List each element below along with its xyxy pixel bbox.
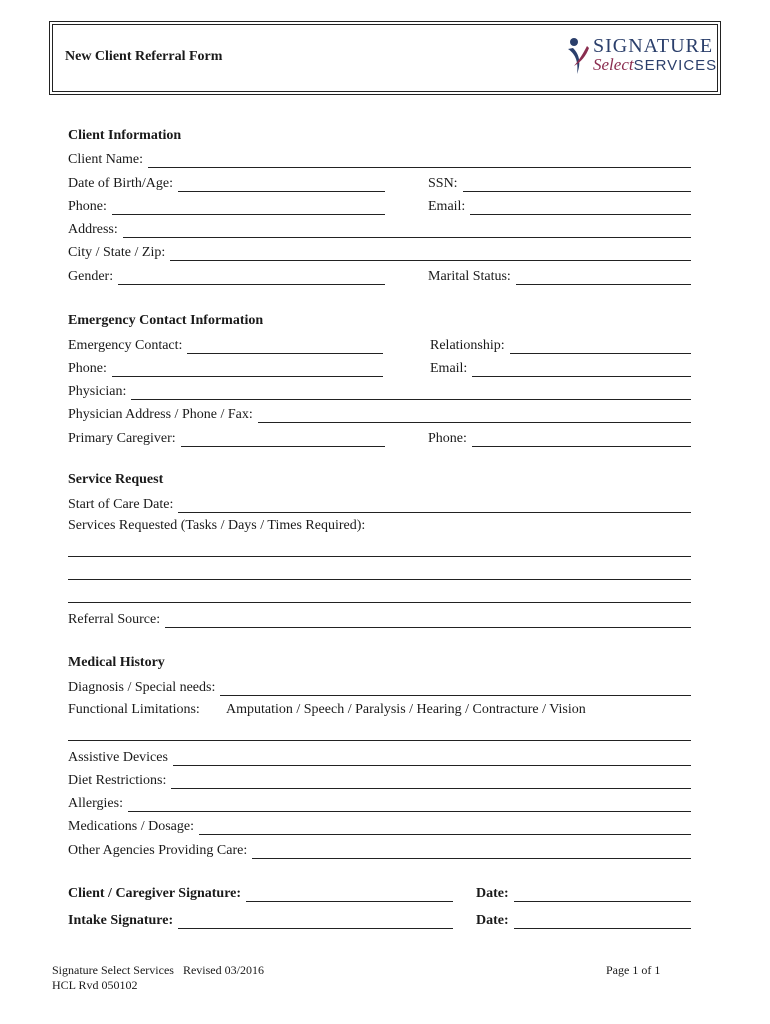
relationship-field[interactable]	[430, 336, 691, 354]
dob-age-line[interactable]	[178, 178, 385, 192]
emergency-phone-line[interactable]	[112, 363, 383, 377]
physician-address-label: Physician Address / Phone / Fax:	[68, 407, 253, 422]
services-requested-line-2[interactable]	[68, 579, 691, 580]
physician-address-line[interactable]	[258, 409, 691, 423]
other-agencies-line[interactable]	[252, 845, 691, 859]
form-header	[52, 24, 718, 92]
client-phone-label: Phone:	[68, 199, 107, 214]
allergies-line[interactable]	[128, 798, 691, 812]
logo-brand-top: SIGNATURE	[593, 35, 714, 57]
ssn-label: SSN:	[428, 176, 458, 191]
relationship-label: Relationship:	[430, 338, 505, 353]
city-state-zip-label: City / State / Zip:	[68, 245, 166, 260]
intake-signature-label: Intake Signature:	[68, 913, 174, 928]
company-logo	[565, 34, 718, 78]
referral-source-field[interactable]	[68, 610, 691, 628]
emergency-phone-label: Phone:	[68, 361, 107, 376]
intake-signature-date-field[interactable]	[476, 911, 691, 929]
assistive-devices-field[interactable]	[68, 748, 691, 766]
other-agencies-label: Other Agencies Providing Care:	[68, 843, 248, 858]
client-name-field[interactable]	[68, 150, 691, 168]
functional-limitations-label: Functional Limitations:	[68, 702, 200, 717]
section-client-information: Client Information	[68, 128, 182, 143]
dob-age-field[interactable]	[68, 174, 385, 192]
caregiver-phone-line[interactable]	[472, 433, 691, 447]
logo-services-text: SERVICES	[633, 57, 718, 74]
diet-restrictions-line[interactable]	[171, 775, 691, 789]
functional-limitations-options[interactable]: Amputation / Speech / Paralysis / Hearing / Contracture / Vision	[226, 702, 586, 717]
marital-status-line[interactable]	[516, 271, 691, 285]
emergency-email-field[interactable]	[430, 359, 691, 377]
gender-line[interactable]	[118, 271, 385, 285]
footer-code: HCL Rvd 050102	[52, 978, 138, 992]
ssn-line[interactable]	[463, 178, 691, 192]
emergency-phone-field[interactable]	[68, 359, 383, 377]
medications-field[interactable]	[68, 817, 691, 835]
caregiver-phone-field[interactable]	[428, 429, 691, 447]
address-line[interactable]	[123, 224, 691, 238]
dob-age-label: Date of Birth/Age:	[68, 176, 173, 191]
physician-field[interactable]	[68, 382, 691, 400]
emergency-email-label: Email:	[430, 361, 468, 376]
emergency-contact-label: Emergency Contact:	[68, 338, 183, 353]
intake-signature-date-label: Date:	[476, 913, 509, 928]
caregiver-phone-label: Phone:	[428, 431, 467, 446]
intake-signature-line[interactable]	[178, 915, 453, 929]
other-agencies-field[interactable]	[68, 841, 691, 859]
person-swoosh-icon	[565, 36, 591, 76]
referral-source-line[interactable]	[165, 614, 691, 628]
marital-status-label: Marital Status:	[428, 269, 511, 284]
assistive-devices-line[interactable]	[173, 752, 691, 766]
city-state-zip-line[interactable]	[170, 247, 691, 261]
client-phone-field[interactable]	[68, 197, 385, 215]
form-title: New Client Referral Form	[65, 49, 223, 64]
footer-page-number: Page 1 of 1	[606, 963, 661, 977]
client-name-label: Client Name:	[68, 152, 144, 167]
physician-line[interactable]	[131, 386, 691, 400]
client-email-field[interactable]	[428, 197, 691, 215]
address-field[interactable]	[68, 220, 691, 238]
physician-address-field[interactable]	[68, 405, 691, 423]
section-emergency-contact: Emergency Contact Information	[68, 313, 264, 328]
services-requested-line-1[interactable]	[68, 556, 691, 557]
diagnosis-line[interactable]	[220, 682, 691, 696]
primary-caregiver-label: Primary Caregiver:	[68, 431, 176, 446]
logo-select-text: Select	[593, 55, 634, 74]
client-signature-label: Client / Caregiver Signature:	[68, 886, 242, 901]
city-state-zip-field[interactable]	[68, 243, 691, 261]
intake-signature-field[interactable]	[68, 911, 453, 929]
physician-label: Physician:	[68, 384, 127, 399]
client-signature-date-label: Date:	[476, 886, 509, 901]
footer-company-revised: Signature Select Services Revised 03/2016	[52, 963, 264, 977]
relationship-line[interactable]	[510, 340, 691, 354]
ssn-field[interactable]	[428, 174, 691, 192]
client-email-label: Email:	[428, 199, 466, 214]
referral-source-label: Referral Source:	[68, 612, 161, 627]
start-of-care-field[interactable]	[68, 495, 691, 513]
allergies-label: Allergies:	[68, 796, 123, 811]
footer-left	[52, 963, 264, 993]
section-medical-history: Medical History	[68, 655, 165, 670]
diet-restrictions-field[interactable]	[68, 771, 691, 789]
primary-caregiver-field[interactable]	[68, 429, 385, 447]
client-email-line[interactable]	[470, 201, 691, 215]
start-of-care-label: Start of Care Date:	[68, 497, 174, 512]
emergency-contact-line[interactable]	[187, 340, 383, 354]
gender-label: Gender:	[68, 269, 114, 284]
diet-restrictions-label: Diet Restrictions:	[68, 773, 167, 788]
section-service-request: Service Request	[68, 472, 164, 487]
primary-caregiver-line[interactable]	[181, 433, 385, 447]
address-label: Address:	[68, 222, 118, 237]
client-signature-line[interactable]	[246, 888, 453, 902]
marital-status-field[interactable]	[428, 267, 691, 285]
emergency-contact-field[interactable]	[68, 336, 383, 354]
assistive-devices-label: Assistive Devices	[68, 750, 168, 765]
functional-limitations-line[interactable]	[68, 740, 691, 741]
start-of-care-line[interactable]	[178, 499, 691, 513]
services-requested-line-3[interactable]	[68, 602, 691, 603]
services-requested-label: Services Requested (Tasks / Days / Times Required):	[68, 518, 366, 533]
client-signature-date-field[interactable]	[476, 884, 691, 902]
medications-label: Medications / Dosage:	[68, 819, 194, 834]
intake-signature-date-line[interactable]	[514, 915, 691, 929]
diagnosis-field[interactable]	[68, 678, 691, 696]
emergency-email-line[interactable]	[472, 363, 691, 377]
logo-brand-bottom	[593, 55, 717, 75]
client-phone-line[interactable]	[112, 201, 385, 215]
client-name-line[interactable]	[148, 154, 691, 168]
client-signature-field[interactable]	[68, 884, 453, 902]
medications-line[interactable]	[199, 821, 691, 835]
gender-field[interactable]	[68, 267, 385, 285]
allergies-field[interactable]	[68, 794, 691, 812]
client-signature-date-line[interactable]	[514, 888, 691, 902]
diagnosis-label: Diagnosis / Special needs:	[68, 680, 216, 695]
